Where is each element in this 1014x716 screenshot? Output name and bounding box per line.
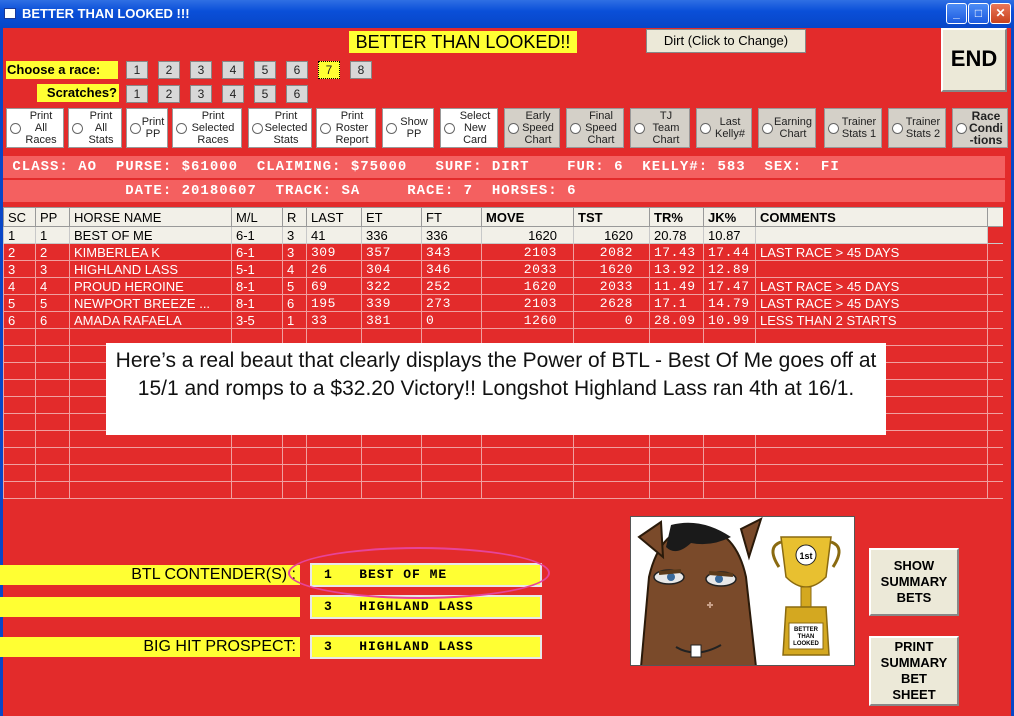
empty-cell bbox=[283, 465, 307, 482]
option-label: Print Selected Races bbox=[191, 110, 235, 146]
cell-m-l: 8-1 bbox=[232, 295, 283, 312]
empty-cell bbox=[36, 329, 70, 346]
radio-icon[interactable] bbox=[252, 123, 263, 134]
cell-tst: 1620 bbox=[574, 261, 650, 278]
scratch-button-3[interactable]: 3 bbox=[190, 85, 212, 103]
cell-pp: 4 bbox=[36, 278, 70, 295]
cell-sc: 3 bbox=[4, 261, 36, 278]
empty-cell bbox=[4, 397, 36, 414]
cell-comments: LESS THAN 2 STARTS bbox=[756, 312, 988, 329]
cell-move: 1260 bbox=[482, 312, 574, 329]
empty-cell bbox=[232, 465, 283, 482]
empty-cell bbox=[283, 448, 307, 465]
option-show-pp[interactable] bbox=[382, 108, 434, 148]
scratch-button-6[interactable]: 6 bbox=[286, 85, 308, 103]
cell-sc: 4 bbox=[4, 278, 36, 295]
cell-horse-name: NEWPORT BREEZE ... bbox=[70, 295, 232, 312]
empty-cell bbox=[988, 414, 1004, 431]
option-label: Select New Card bbox=[459, 110, 491, 146]
empty-cell bbox=[988, 380, 1004, 397]
window-titlebar bbox=[0, 0, 1014, 28]
window-title: BETTER THAN LOOKED !!! bbox=[22, 6, 190, 21]
table-row[interactable] bbox=[4, 295, 1004, 312]
empty-cell bbox=[574, 465, 650, 482]
empty-cell bbox=[482, 448, 574, 465]
empty-cell bbox=[4, 448, 36, 465]
cell-m-l: 6-1 bbox=[232, 244, 283, 261]
cell-et: 304 bbox=[362, 261, 422, 278]
cell-r: 6 bbox=[283, 295, 307, 312]
empty-cell bbox=[704, 448, 756, 465]
cell-tst: 2033 bbox=[574, 278, 650, 295]
radio-icon[interactable] bbox=[828, 123, 839, 134]
cell-horse-name: PROUD HEROINE bbox=[70, 278, 232, 295]
cell-r: 3 bbox=[283, 244, 307, 261]
empty-cell bbox=[988, 431, 1004, 448]
empty-cell bbox=[704, 465, 756, 482]
col-header-blank bbox=[988, 208, 1004, 227]
cell-tst: 2628 bbox=[574, 295, 650, 312]
empty-cell bbox=[650, 465, 704, 482]
choose-race-label: Choose a race: bbox=[6, 61, 118, 79]
cell-blank bbox=[988, 278, 1004, 295]
race-button-5[interactable]: 5 bbox=[254, 61, 276, 79]
cell-comments bbox=[756, 261, 988, 278]
maximize-button[interactable]: □ bbox=[968, 3, 989, 24]
col-header-pp[interactable]: PP bbox=[36, 208, 70, 227]
cell-jk-: 17.47 bbox=[704, 278, 756, 295]
empty-cell bbox=[36, 448, 70, 465]
trophy-plate-text-1: BETTER bbox=[794, 627, 818, 633]
end-button[interactable]: END bbox=[941, 28, 1007, 92]
empty-cell bbox=[307, 465, 362, 482]
empty-cell bbox=[4, 414, 36, 431]
cell-pp: 6 bbox=[36, 312, 70, 329]
empty-cell bbox=[988, 465, 1004, 482]
big-hit-prospect-field: 3 HIGHLAND LASS bbox=[310, 635, 542, 659]
option-label: Print Roster Report bbox=[335, 110, 369, 146]
btl-contenders-label: BTL CONTENDER(S) : bbox=[0, 565, 300, 585]
radio-icon[interactable] bbox=[634, 123, 645, 134]
cell-m-l: 6-1 bbox=[232, 227, 283, 244]
empty-cell bbox=[232, 482, 283, 499]
empty-cell bbox=[988, 329, 1004, 346]
race-info-line1: CLASS: AO PURSE: $61000 CLAIMING: $75000 SURF: DIRT FUR: 6 KELLY#: 583 SEX: FI bbox=[3, 156, 1005, 178]
table-row[interactable] bbox=[4, 244, 1004, 261]
empty-cell bbox=[988, 363, 1004, 380]
cell-m-l: 8-1 bbox=[232, 278, 283, 295]
cell-horse-name: KIMBERLEA K bbox=[70, 244, 232, 261]
empty-cell bbox=[4, 380, 36, 397]
cell-pp: 1 bbox=[36, 227, 70, 244]
cell-tr-: 17.43 bbox=[650, 244, 704, 261]
option-label: Print All Stats bbox=[88, 110, 114, 146]
cell-sc: 6 bbox=[4, 312, 36, 329]
empty-row bbox=[4, 482, 1004, 499]
trophy-rank-text: 1st bbox=[799, 551, 813, 561]
option-label: Print All Races bbox=[25, 110, 57, 146]
highlight-ellipse bbox=[288, 547, 550, 599]
empty-cell bbox=[36, 482, 70, 499]
cell-m-l: 3-5 bbox=[232, 312, 283, 329]
option-print-all-stats[interactable] bbox=[68, 108, 122, 148]
cell-et: 336 bbox=[362, 227, 422, 244]
radio-icon[interactable] bbox=[10, 123, 21, 134]
scratch-button-4[interactable]: 4 bbox=[222, 85, 244, 103]
empty-cell bbox=[756, 448, 988, 465]
cell-et: 381 bbox=[362, 312, 422, 329]
cell-tst: 2082 bbox=[574, 244, 650, 261]
option-print-roster-report[interactable] bbox=[316, 108, 376, 148]
empty-cell bbox=[36, 397, 70, 414]
col-header-r[interactable]: R bbox=[283, 208, 307, 227]
race-button-1[interactable]: 1 bbox=[126, 61, 148, 79]
col-header-et[interactable]: ET bbox=[362, 208, 422, 227]
radio-icon[interactable] bbox=[444, 123, 455, 134]
app-icon bbox=[4, 8, 16, 19]
option-label: Last Kelly# bbox=[715, 116, 745, 140]
cell-ft: 273 bbox=[422, 295, 482, 312]
cell-tr-: 11.49 bbox=[650, 278, 704, 295]
cell-blank bbox=[988, 261, 1004, 278]
cell-ft: 343 bbox=[422, 244, 482, 261]
race-info-line2: DATE: 20180607 TRACK: SA RACE: 7 HORSES: 6 bbox=[3, 180, 1005, 202]
cell-move: 2033 bbox=[482, 261, 574, 278]
cell-jk-: 10.87 bbox=[704, 227, 756, 244]
cell-jk-: 12.89 bbox=[704, 261, 756, 278]
option-race-condi-tions[interactable] bbox=[952, 108, 1008, 148]
cell-jk-: 10.99 bbox=[704, 312, 756, 329]
race-button-8[interactable]: 8 bbox=[350, 61, 372, 79]
option-early-speed-chart[interactable] bbox=[504, 108, 560, 148]
cell-et: 322 bbox=[362, 278, 422, 295]
empty-cell bbox=[574, 448, 650, 465]
empty-cell bbox=[36, 363, 70, 380]
cell-tst: 1620 bbox=[574, 227, 650, 244]
cell-comments bbox=[756, 227, 988, 244]
radio-icon[interactable] bbox=[508, 123, 519, 134]
empty-cell bbox=[36, 380, 70, 397]
option-final-speed-chart[interactable] bbox=[566, 108, 624, 148]
cell-comments: LAST RACE > 45 DAYS bbox=[756, 278, 988, 295]
empty-cell bbox=[70, 482, 232, 499]
radio-icon[interactable] bbox=[72, 123, 83, 134]
cell-et: 339 bbox=[362, 295, 422, 312]
cell-horse-name: BEST OF ME bbox=[70, 227, 232, 244]
option-label: Show PP bbox=[400, 116, 428, 140]
cell-comments: LAST RACE > 45 DAYS bbox=[756, 295, 988, 312]
cell-blank bbox=[988, 295, 1004, 312]
option-label: Race Condi -tions bbox=[969, 109, 1003, 147]
empty-cell bbox=[988, 346, 1004, 363]
empty-cell bbox=[650, 448, 704, 465]
option-label: Trainer Stats 1 bbox=[841, 116, 877, 140]
table-row[interactable] bbox=[4, 278, 1004, 295]
empty-cell bbox=[574, 482, 650, 499]
cell-move: 2103 bbox=[482, 244, 574, 261]
cell-jk-: 14.79 bbox=[704, 295, 756, 312]
col-header-tr-[interactable]: TR% bbox=[650, 208, 704, 227]
option-print-pp[interactable] bbox=[126, 108, 168, 148]
empty-cell bbox=[36, 431, 70, 448]
app-title: BETTER THAN LOOKED!! bbox=[349, 31, 577, 53]
cell-r: 5 bbox=[283, 278, 307, 295]
empty-cell bbox=[422, 448, 482, 465]
show-summary-bets-button[interactable]: SHOW SUMMARY BETS bbox=[869, 548, 959, 616]
cell-move: 2103 bbox=[482, 295, 574, 312]
cell-tr-: 17.1 bbox=[650, 295, 704, 312]
option-label: Print PP bbox=[141, 116, 165, 140]
radio-icon[interactable] bbox=[570, 123, 581, 134]
empty-cell bbox=[36, 465, 70, 482]
empty-row bbox=[4, 448, 1004, 465]
radio-icon[interactable] bbox=[320, 123, 331, 134]
cell-last: 41 bbox=[307, 227, 362, 244]
radio-icon[interactable] bbox=[892, 123, 903, 134]
empty-row bbox=[4, 465, 1004, 482]
scratch-button-1[interactable]: 1 bbox=[126, 85, 148, 103]
radio-icon[interactable] bbox=[700, 123, 711, 134]
scratch-button-5[interactable]: 5 bbox=[254, 85, 276, 103]
cell-last: 309 bbox=[307, 244, 362, 261]
cell-blank bbox=[988, 244, 1004, 261]
empty-cell bbox=[70, 465, 232, 482]
cell-last: 195 bbox=[307, 295, 362, 312]
cell-r: 4 bbox=[283, 261, 307, 278]
empty-cell bbox=[4, 482, 36, 499]
cell-ft: 252 bbox=[422, 278, 482, 295]
option-print-all-races[interactable] bbox=[6, 108, 64, 148]
empty-cell bbox=[704, 482, 756, 499]
horse-trophy-illustration bbox=[631, 517, 855, 666]
empty-cell bbox=[307, 482, 362, 499]
minimize-button[interactable]: _ bbox=[946, 3, 967, 24]
empty-cell bbox=[4, 363, 36, 380]
option-label: Early Speed Chart bbox=[522, 110, 554, 146]
empty-cell bbox=[232, 448, 283, 465]
race-button-6[interactable]: 6 bbox=[286, 61, 308, 79]
option-label: Earning Chart bbox=[774, 116, 812, 140]
empty-cell bbox=[36, 414, 70, 431]
table-row[interactable] bbox=[4, 312, 1004, 329]
col-header-last[interactable]: LAST bbox=[307, 208, 362, 227]
option-label: Print Selected Stats bbox=[264, 110, 308, 146]
cell-tst: 0 bbox=[574, 312, 650, 329]
scratch-button-2[interactable]: 2 bbox=[158, 85, 180, 103]
trophy-plate-text-3: LOOKED bbox=[793, 641, 819, 647]
empty-cell bbox=[283, 482, 307, 499]
cell-tr-: 20.78 bbox=[650, 227, 704, 244]
empty-cell bbox=[362, 448, 422, 465]
big-hit-prospect-label: BIG HIT PROSPECT: bbox=[0, 637, 300, 657]
cell-blank bbox=[988, 227, 1004, 244]
cell-move: 1620 bbox=[482, 227, 574, 244]
empty-cell bbox=[756, 465, 988, 482]
cell-last: 69 bbox=[307, 278, 362, 295]
option-select-new-card[interactable] bbox=[440, 108, 498, 148]
radio-icon[interactable] bbox=[956, 123, 967, 134]
cell-ft: 0 bbox=[422, 312, 482, 329]
cell-pp: 2 bbox=[36, 244, 70, 261]
annotation-note: Here’s a real beaut that clearly displays the Power of BTL - Best Of Me goes off at 15/1 and romps to a $32.20 Victory!! Longshot Highland Lass ran 4th at 16/1. bbox=[106, 343, 886, 435]
option-last-kelly[interactable] bbox=[696, 108, 752, 148]
option-print-selected-races[interactable] bbox=[172, 108, 242, 148]
race-button-4[interactable]: 4 bbox=[222, 61, 244, 79]
col-header-comments[interactable]: COMMENTS bbox=[756, 208, 988, 227]
empty-cell bbox=[70, 448, 232, 465]
cell-ft: 336 bbox=[422, 227, 482, 244]
cell-ft: 346 bbox=[422, 261, 482, 278]
cell-sc: 5 bbox=[4, 295, 36, 312]
col-header-sc[interactable]: SC bbox=[4, 208, 36, 227]
table-row[interactable] bbox=[4, 261, 1004, 278]
print-summary-bet-sheet-button[interactable]: PRINT SUMMARY BET SHEET bbox=[869, 636, 959, 706]
empty-cell bbox=[362, 482, 422, 499]
contender-1-field: 1 BEST OF ME bbox=[310, 563, 542, 587]
col-header-jk-[interactable]: JK% bbox=[704, 208, 756, 227]
trophy-plate-text-2: THAN bbox=[797, 634, 815, 640]
col-header-m-l[interactable]: M/L bbox=[232, 208, 283, 227]
cell-horse-name: HIGHLAND LASS bbox=[70, 261, 232, 278]
empty-cell bbox=[4, 465, 36, 482]
empty-cell bbox=[756, 482, 988, 499]
cell-comments: LAST RACE > 45 DAYS bbox=[756, 244, 988, 261]
empty-cell bbox=[422, 482, 482, 499]
cell-blank bbox=[988, 312, 1004, 329]
radio-icon[interactable] bbox=[176, 123, 187, 134]
close-button[interactable]: ✕ bbox=[990, 3, 1011, 24]
empty-cell bbox=[988, 448, 1004, 465]
empty-cell bbox=[362, 465, 422, 482]
option-trainer-stats-1[interactable] bbox=[824, 108, 882, 148]
option-tj-team-chart[interactable] bbox=[630, 108, 690, 148]
surface-toggle-button[interactable]: Dirt (Click to Change) bbox=[646, 29, 806, 53]
empty-cell bbox=[988, 397, 1004, 414]
cell-horse-name: AMADA RAFAELA bbox=[70, 312, 232, 329]
cell-pp: 3 bbox=[36, 261, 70, 278]
cell-tr-: 13.92 bbox=[650, 261, 704, 278]
cell-pp: 5 bbox=[36, 295, 70, 312]
empty-cell bbox=[4, 431, 36, 448]
option-label: Final Speed Chart bbox=[585, 110, 617, 146]
grid-header-row bbox=[4, 208, 1004, 227]
cell-r: 3 bbox=[283, 227, 307, 244]
empty-cell bbox=[482, 482, 574, 499]
col-header-ft[interactable]: FT bbox=[422, 208, 482, 227]
empty-cell bbox=[307, 448, 362, 465]
empty-cell bbox=[4, 329, 36, 346]
race-button-2[interactable]: 2 bbox=[158, 61, 180, 79]
col-header-move[interactable]: MOVE bbox=[482, 208, 574, 227]
empty-cell bbox=[36, 346, 70, 363]
col-header-horse-name[interactable]: HORSE NAME bbox=[70, 208, 232, 227]
cell-r: 1 bbox=[283, 312, 307, 329]
option-label: Trainer Stats 2 bbox=[905, 116, 941, 140]
cell-sc: 2 bbox=[4, 244, 36, 261]
cell-sc: 1 bbox=[4, 227, 36, 244]
btl-logo-image bbox=[630, 516, 855, 666]
option-earning-chart[interactable] bbox=[758, 108, 816, 148]
radio-icon[interactable] bbox=[762, 123, 773, 134]
contender-2-field: 3 HIGHLAND LASS bbox=[310, 595, 542, 619]
scratches-label: Scratches? bbox=[37, 84, 119, 102]
empty-cell bbox=[422, 465, 482, 482]
cell-last: 33 bbox=[307, 312, 362, 329]
empty-cell bbox=[4, 346, 36, 363]
cell-et: 357 bbox=[362, 244, 422, 261]
option-print-selected-stats[interactable] bbox=[248, 108, 312, 148]
option-label: TJ Team Chart bbox=[652, 110, 680, 146]
cell-m-l: 5-1 bbox=[232, 261, 283, 278]
empty-cell bbox=[650, 482, 704, 499]
radio-icon[interactable] bbox=[130, 123, 141, 134]
cell-tr-: 28.09 bbox=[650, 312, 704, 329]
cell-last: 26 bbox=[307, 261, 362, 278]
race-button-7[interactable]: 7 bbox=[318, 61, 340, 79]
race-button-3[interactable]: 3 bbox=[190, 61, 212, 79]
option-trainer-stats-2[interactable] bbox=[888, 108, 946, 148]
cell-move: 1620 bbox=[482, 278, 574, 295]
col-header-tst[interactable]: TST bbox=[574, 208, 650, 227]
cell-jk-: 17.44 bbox=[704, 244, 756, 261]
radio-icon[interactable] bbox=[386, 123, 397, 134]
contender-2-label-bar bbox=[0, 597, 300, 617]
empty-cell bbox=[482, 465, 574, 482]
empty-cell bbox=[988, 482, 1004, 499]
table-row[interactable] bbox=[4, 227, 1004, 244]
